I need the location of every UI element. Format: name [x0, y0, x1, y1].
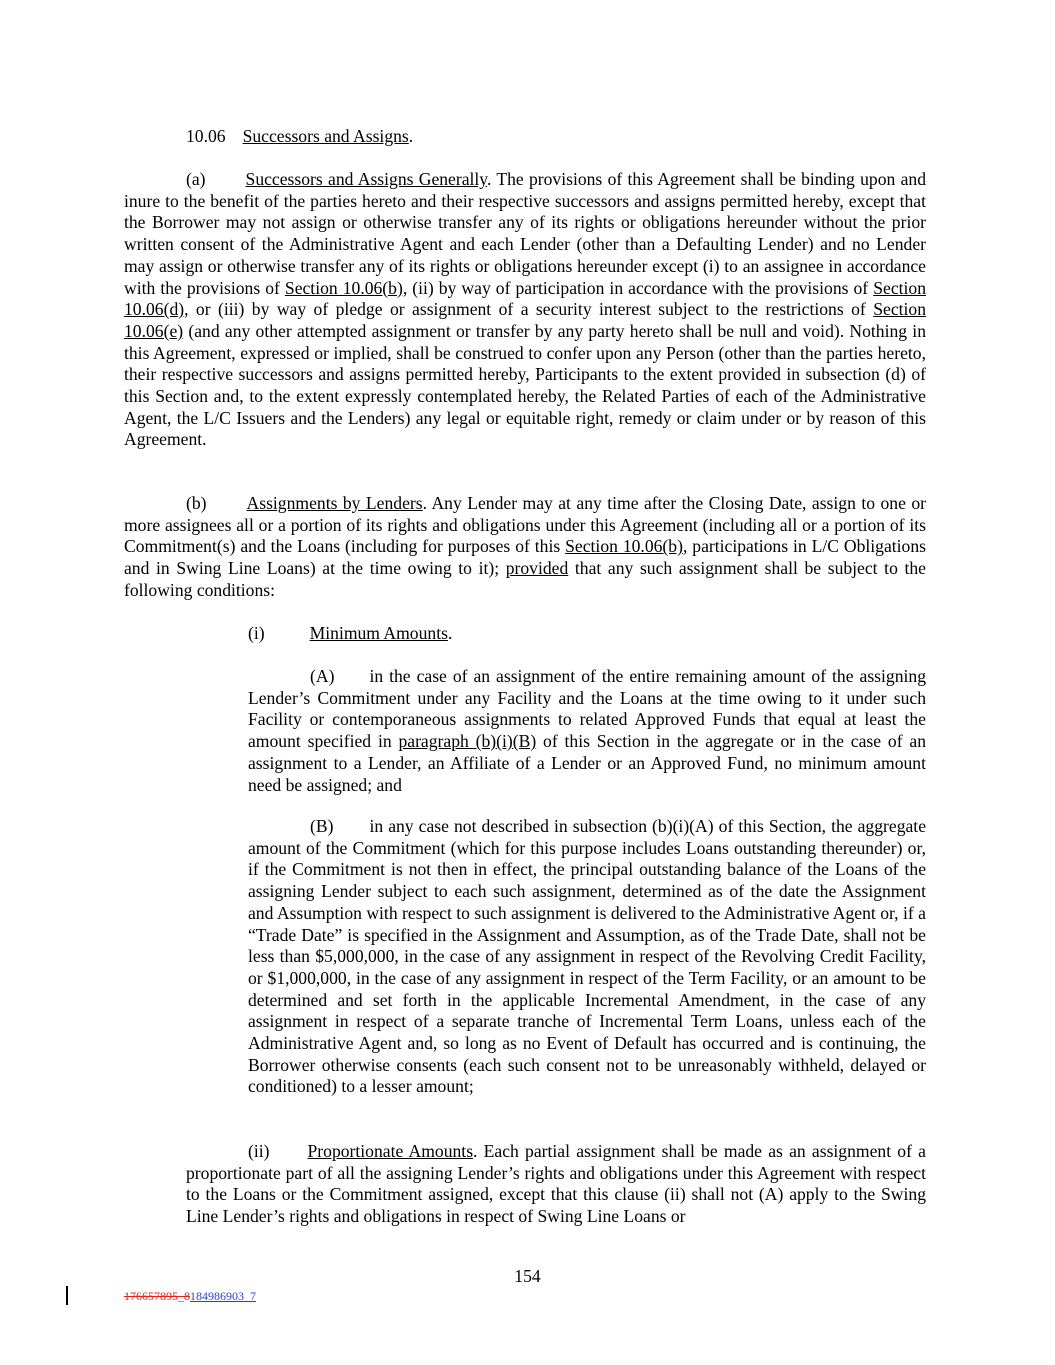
section-heading: 10.06 Successors and Assigns.	[186, 126, 414, 146]
cross-reference: paragraph (b)(i)(B)	[398, 731, 537, 752]
paragraph-a: (a) Successors and Assigns Generally. The provisions of this Agreement shall be binding upon and inure to the benefit of the parties hereto and their respective successors and assigns permitted hereby, except that the Borrower may not assign or otherwise transfer any of its rights or obligations hereunder without the prior written consent of the Administrative Agent and each Lender (other than a Defaulting Lender) and no Lender may assign or otherwise transfer any of its rights or obligations hereunder except (i) to an assignee in accordance with the provisions of Section 10.06(b), (ii) by way of participation in accordance with the provisions of Section 10.06(d), or (iii) by way of pledge or assignment of a security interest subject to the restrictions of Section 10.06(e) (and any other attempted assignment or transfer by any party hereto shall be null and void). Nothing in this Agreement, expressed or implied, shall be construed to confer upon any Person (other than the parties hereto, their respective successors and assigns permitted hereby, Participants to the extent provided in subsection (d) of this Section and, to the extent expressly contemplated hereby, the Related Parties of each of the Administrative Agent, the L/C Issuers and the Lenders) any legal or equitable right, remedy or claim under or by reason of this Agreement.	[124, 169, 926, 450]
paragraph-b-heading: Assignments by Lenders	[246, 493, 423, 513]
paragraph-ii-label: (ii)	[248, 1141, 270, 1161]
section-title: Successors and Assigns	[242, 126, 409, 146]
cross-reference: Section 10.06(e)	[124, 299, 926, 341]
paragraph-A: (A) in the case of an assignment of the entire remaining amount of the assigning Lender’s Commitment under any Facility and the Loans at the time owing to it under such Facility or contemporaneous assignments to related Approved Funds that equal at least the amount specified in paragraph (b)(i)(B) of this Section in the aggregate or in the case of an assignment to a Lender, an Affiliate of a Lender or an Approved Fund, no minimum amount need be assigned; and	[248, 666, 926, 795]
cross-reference: Section 10.06(d)	[124, 277, 926, 320]
cross-reference: Section 10.06(b)	[565, 536, 683, 557]
paragraph-B-label: (B)	[310, 816, 334, 836]
inserted-document-id: 184986903_7	[190, 1289, 256, 1303]
document-id-footer	[124, 1289, 256, 1303]
paragraph-B: (B) in any case not described in subsection (b)(i)(A) of this Section, the aggregate amount of the Commitment (which for this purpose includes Loans outstanding thereunder) or, if the Commitment is not then in effect, the principal outstanding balance of the Loans of the assigning Lender subject to each such assignment, determined as of the date the Assignment and Assumption with respect to such assignment is delivered to the Administrative Agent or, if a “Trade Date” is specified in the Assignment and Assumption, as of the Trade Date, shall not be less than $5,000,000, in the case of any assignment in respect of the Revolving Credit Facility, or $1,000,000, in the case of any assignment in respect of the Term Facility, or an amount to be determined and set forth in the applicable Incremental Amendment, in the case of any assignment in respect of a separate tranche of Incremental Term Loans, unless each of the Administrative Agent and, so long as no Event of Default has occurred and is continuing, the Borrower otherwise consents (each such consent not to be unreasonably withheld, delayed or conditioned) to a lesser amount;	[248, 816, 926, 1097]
change-bar	[66, 1286, 68, 1305]
section-number: 10.06	[186, 126, 226, 146]
paragraph-ii: (ii) Proportionate Amounts. Each partial assignment shall be made as an assignment of a proportionate part of all the assigning Lender’s rights and obligations under this Agreement with respect to the Loans or the Commitment assigned, except that this clause (ii) shall not (A) apply to the Swing Line Lender’s rights and obligations in respect of Swing Line Loans or	[186, 1141, 926, 1227]
paragraph-b: (b) Assignments by Lenders. Any Lender may at any time after the Closing Date, assign to one or more assignees all or a portion of its rights and obligations under this Agreement (including all or a portion of its Commitment(s) and the Loans (including for purposes of this Section 10.06(b), participations in L/C Obligations and in Swing Line Loans) at the time owing to it); provided that any such assignment shall be subject to the following conditions:	[124, 493, 926, 600]
paragraph-i-label: (i)	[248, 623, 265, 643]
paragraph-i: (i) Minimum Amounts.	[248, 623, 453, 643]
paragraph-b-label: (b)	[186, 493, 207, 513]
page-number: 154	[514, 1266, 541, 1286]
paragraph-a-label: (a)	[186, 169, 206, 189]
paragraph-a-heading: Successors and Assigns Generally	[245, 169, 487, 189]
paragraph-i-heading: Minimum Amounts	[309, 623, 448, 643]
provided-term: provided	[505, 558, 569, 579]
paragraph-ii-heading: Proportionate Amounts	[307, 1141, 474, 1161]
deleted-document-id: 176657895_8	[124, 1289, 190, 1303]
cross-reference: Section 10.06(b)	[284, 277, 403, 298]
paragraph-A-label: (A)	[310, 666, 335, 686]
